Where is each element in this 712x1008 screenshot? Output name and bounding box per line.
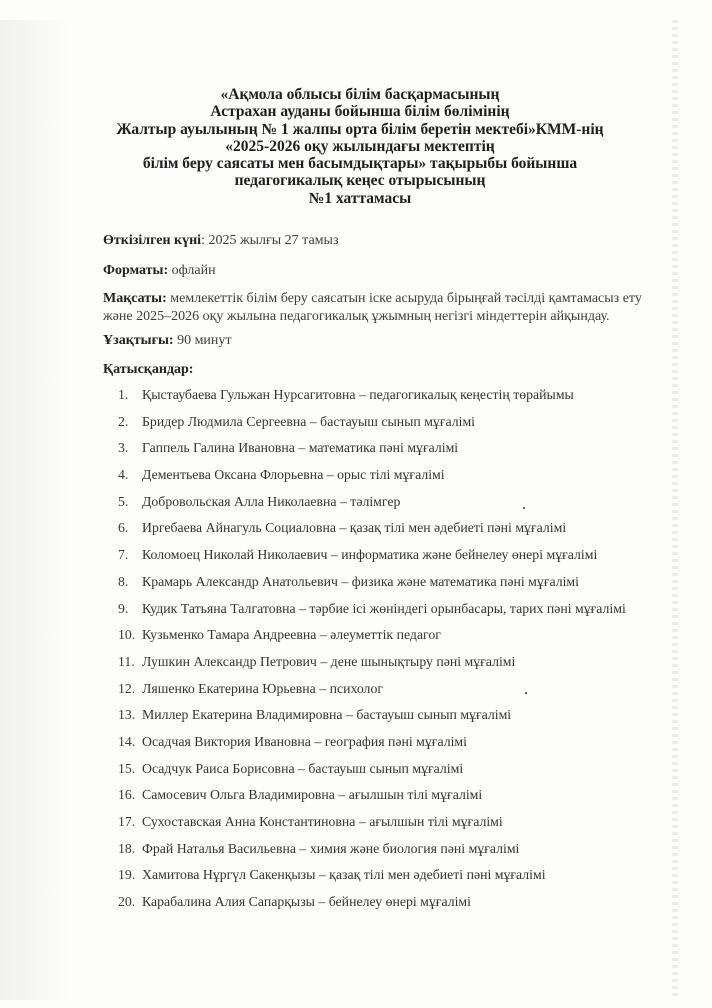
item-text: Лушкин Александр Петрович – дене шынықтыру пәні мұғалімі: [142, 653, 516, 669]
field-date-label: Өткізілген күні: [103, 233, 202, 248]
item-text: Гаппель Галина Ивановна – математика пәні мұғалімі: [142, 440, 459, 456]
list-item: [118, 493, 626, 520]
list-item: [118, 680, 626, 707]
list-item: [118, 733, 626, 760]
field-purpose-label: Мақсаты:: [103, 291, 167, 306]
item-number: 3.: [118, 440, 129, 456]
item-text: Хамитова Нұргүл Сакенқызы – қазақ тілі мен әдебиеті пәні мұғалімі: [142, 867, 546, 883]
list-item: [118, 413, 626, 440]
item-number: 14.: [118, 733, 136, 749]
field-date: [103, 232, 338, 250]
item-text: Қыстаубаева Гульжан Нурсагитовна – педагогикалық кеңестің төрайымы: [142, 387, 574, 402]
item-number: 18.: [118, 840, 136, 856]
list-item: [118, 386, 626, 413]
field-duration-label: Ұзақтығы:: [103, 333, 174, 348]
item-text: Карабалина Алия Сапарқызы – бейнелеу өнері мұғалімі: [142, 894, 471, 910]
item-number: 12.: [118, 680, 136, 696]
list-item: [118, 760, 626, 787]
list-item: [118, 786, 626, 813]
scan-artifact-left: [0, 20, 70, 1000]
field-format: [103, 262, 216, 280]
item-number: 11.: [118, 653, 135, 669]
field-purpose-value-line1: мемлекеттік білім беру саясатын іске асыруда бірыңғай тәсілді қамтамасыз ету: [166, 291, 642, 306]
item-number: 16.: [118, 787, 136, 803]
item-number: 15.: [118, 760, 136, 776]
list-item: [118, 466, 626, 493]
list-item: [118, 706, 626, 733]
title-line: №1 хаттамасы: [308, 189, 412, 207]
item-text: Осадчая Виктория Ивановна – география пәні мұғалімі: [142, 733, 467, 749]
item-text: Кузьменко Тамара Андреевна – әлеуметтік педагог: [142, 627, 441, 643]
item-number: 10.: [118, 627, 136, 643]
participants-list: [118, 386, 626, 920]
item-number: 5.: [118, 493, 129, 509]
scan-artifact-streak: [672, 20, 678, 1000]
item-text: Добровольская Алла Николаевна – тәлімгер: [142, 493, 401, 509]
participants-heading: [103, 361, 193, 379]
list-item: [118, 813, 626, 840]
item-text: Самосевич Ольга Владимировна – ағылшын тілі мұғалімі: [142, 787, 483, 803]
item-number: 7.: [118, 547, 129, 563]
title-line: Астрахан ауданы бойынша білім бөлімінің: [210, 103, 510, 121]
item-text: Кудик Татьяна Талгатовна – тәрбие ісі жөніндегі орынбасары, тарих пәні мұғалімі: [142, 600, 626, 616]
document-title: [80, 86, 640, 207]
field-purpose: [103, 290, 642, 326]
scan-speck: [525, 692, 527, 694]
item-number: 6.: [118, 520, 129, 536]
field-format-value: офлайн: [168, 263, 216, 278]
item-number: 9.: [118, 600, 129, 616]
item-text: Фрай Наталья Васильевна – химия және биология пәні мұғалімі: [142, 840, 520, 856]
field-purpose-value-line2: және 2025–2026 оқу жылына педагогикалық ұжымның негізгі міндеттерін айқындау.: [103, 309, 610, 324]
scan-speck: [523, 507, 525, 509]
item-text: Сухоставская Анна Константиновна – ағылшын тілі мұғалімі: [142, 814, 503, 829]
item-text: Иргебаева Айнагуль Социаловна – қазақ тілі мен әдебиеті пәні мұғалімі: [142, 520, 567, 536]
title-line: «2025-2026 оқу жылындағы мектептің: [225, 137, 495, 155]
list-item: [118, 626, 626, 653]
list-item: [118, 653, 626, 680]
item-text: Дементьева Оксана Флорьевна – орыс тілі мұғалімі: [142, 467, 445, 483]
list-item: [118, 519, 626, 546]
item-number: 17.: [118, 814, 136, 829]
list-item: [118, 573, 626, 600]
title-line: білім беру саясаты мен басымдықтары» тақырыбы бойынша: [142, 155, 578, 173]
list-item: [118, 840, 626, 867]
title-line: педагогикалық кеңес отырысының: [234, 172, 486, 190]
item-number: 13.: [118, 707, 136, 723]
item-text: Бридер Людмила Сергеевна – бастауыш сынып мұғалімі: [142, 413, 476, 429]
field-date-value: : 2025 жылғы 27 тамыз: [201, 233, 339, 248]
item-number: 1.: [118, 387, 129, 402]
item-text: Ляшенко Екатерина Юрьевна – психолог: [142, 680, 384, 696]
item-text: Миллер Екатерина Владимировна – бастауыш сынып мұғалімі: [142, 707, 512, 723]
title-line: Жалтыр ауылының № 1 жалпы орта білім беретін мектебі»КММ-нің: [116, 120, 604, 138]
list-item: [118, 546, 626, 573]
field-duration-value: 90 минут: [173, 333, 232, 348]
list-item: [118, 893, 626, 920]
item-text: Крамарь Александр Анатольевич – физика және математика пәні мұғалімі: [142, 573, 579, 589]
list-item: [118, 600, 626, 627]
participants-label: Қатысқандар:: [103, 362, 194, 377]
item-number: 20.: [118, 894, 136, 910]
item-number: 8.: [118, 573, 129, 589]
item-text: Осадчук Раиса Борисовна – бастауыш сынып мұғалімі: [142, 760, 464, 776]
field-format-label: Форматы:: [103, 263, 169, 278]
field-duration: [103, 332, 232, 350]
title-line: «Ақмола облысы білім басқармасының: [220, 86, 500, 103]
item-number: 2.: [118, 413, 129, 429]
item-number: 19.: [118, 867, 136, 883]
item-number: 4.: [118, 467, 129, 483]
list-item: [118, 439, 626, 466]
list-item: [118, 866, 626, 893]
item-text: Коломоец Николай Николаевич – информатика және бейнелеу өнері мұғалімі: [142, 547, 598, 563]
